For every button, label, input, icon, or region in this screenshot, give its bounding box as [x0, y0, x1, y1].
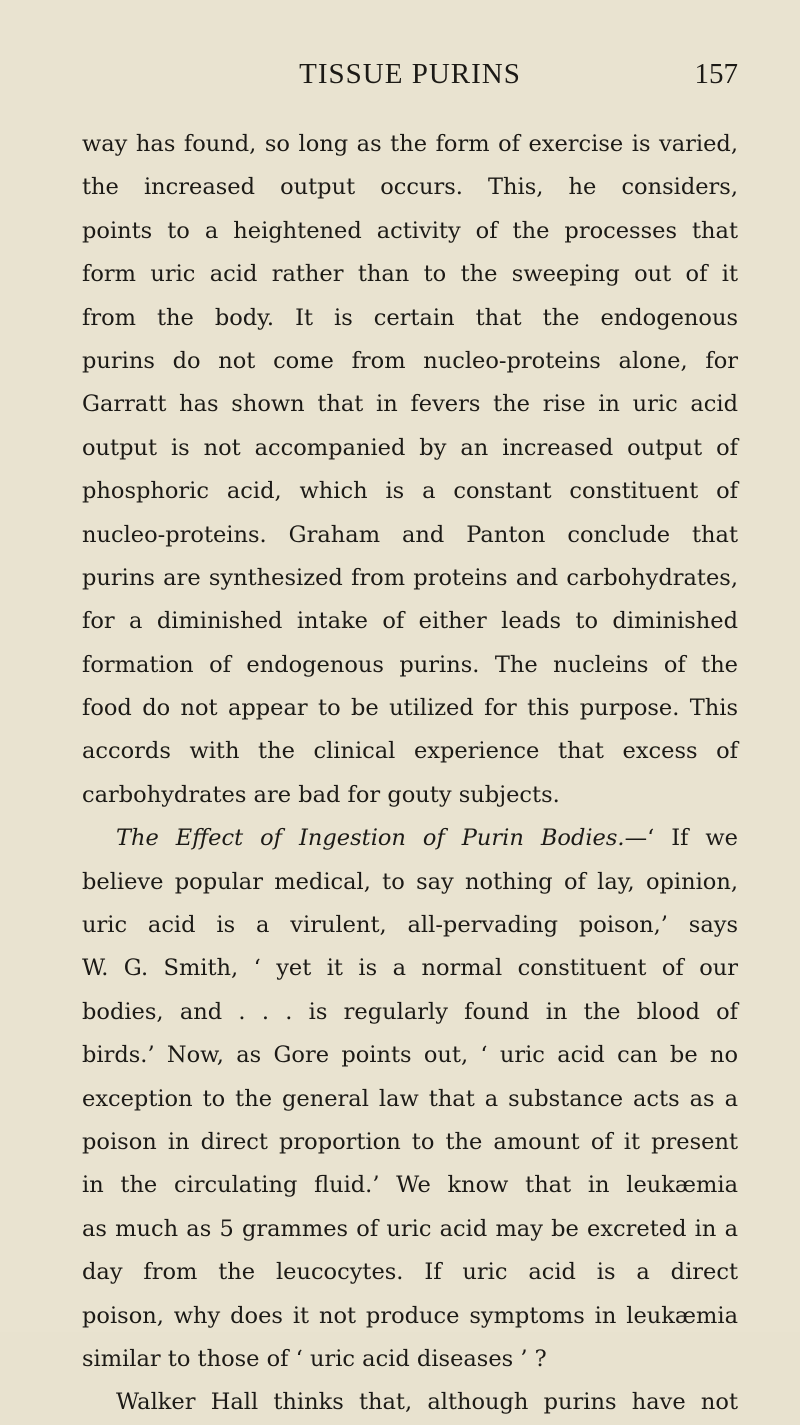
text-line: purins do not come from nucleo-proteins alone, for: [82, 347, 738, 374]
text-line: poison in direct proportion to the amount of it present: [82, 1128, 738, 1155]
text-line: in the circulating fluid.’ We know that in leukæmia: [82, 1172, 738, 1199]
running-title: TISSUE PURINS: [299, 58, 521, 90]
text-line: the increased output occurs. This, he considers,: [82, 174, 738, 201]
text-line: purins are synthesized from proteins and carbohydrates,: [82, 564, 738, 591]
body-text: [82, 123, 738, 1425]
page-number: 157: [694, 58, 738, 90]
text-line: points to a heightened activity of the processes that: [82, 217, 738, 244]
text-line: carbohydrates are bad for gouty subjects.: [82, 781, 560, 808]
text-line: nucleo-proteins. Graham and Panton conclude that: [82, 521, 738, 548]
text-line: Walker Hall thinks that, although purins have not: [116, 1389, 738, 1416]
text-line: birds.’ Now, as Gore points out, ‘ uric acid can be no: [82, 1042, 738, 1069]
text-line: form uric acid rather than to the sweeping out of it: [82, 261, 738, 288]
text-line: for a diminished intake of either leads to diminished: [82, 608, 738, 635]
text-fragment: —‘ If we: [624, 825, 739, 852]
text-line: W. G. Smith, ‘ yet it is a normal constituent of our: [82, 955, 738, 982]
text-line: poison, why does it not produce symptoms in leukæmia: [82, 1302, 738, 1329]
section-heading: The Effect of Ingestion of Purin Bodies.: [116, 825, 625, 852]
text-line: as much as 5 grammes of uric acid may be excreted in a: [82, 1215, 738, 1242]
text-line: accords with the clinical experience that excess of: [82, 738, 738, 765]
text-line: output is not accompanied by an increased output of: [82, 434, 738, 461]
text-line: uric acid is a virulent, all-pervading poison,’ says: [82, 912, 738, 939]
text-line: believe popular medical, to say nothing of lay, opinion,: [82, 868, 738, 895]
text-line: way has found, so long as the form of exercise is varied,: [82, 131, 738, 157]
text-line: phosphoric acid, which is a constant constituent of: [82, 478, 738, 505]
text-line: from the body. It is certain that the endogenous: [82, 304, 738, 331]
text-line: similar to those of ‘ uric acid diseases ’ ?: [82, 1345, 547, 1372]
text-line: formation of endogenous purins. The nucleins of the: [82, 651, 738, 678]
text-line: day from the leucocytes. If uric acid is a direct: [82, 1259, 738, 1286]
text-line: Garratt has shown that in fevers the rise in uric acid: [82, 391, 738, 418]
running-head: [82, 58, 738, 102]
section-heading-line: [82, 817, 738, 860]
text-line: exception to the general law that a substance acts as a: [82, 1085, 738, 1112]
text-line: bodies, and . . . is regularly found in the blood of: [82, 998, 738, 1025]
text-line: food do not appear to be utilized for this purpose. This: [82, 695, 738, 722]
